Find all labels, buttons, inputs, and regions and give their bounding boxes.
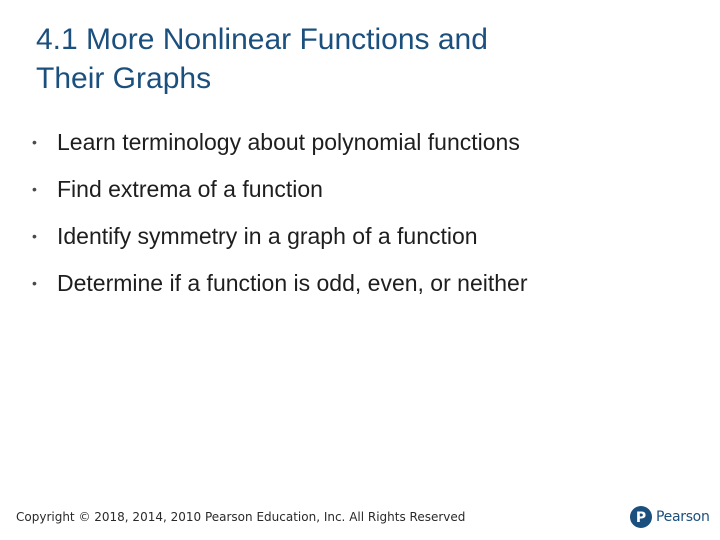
copyright-notice: Copyright © 2018, 2014, 2010 Pearson Education, Inc. All Rights Reserved [16, 510, 466, 524]
bullet-text: Find extrema of a function [57, 176, 323, 202]
slide-title [36, 20, 676, 98]
bullet-icon: • [32, 134, 37, 150]
brand-name: Pearson [656, 509, 710, 525]
pearson-logo-icon [630, 506, 652, 528]
bullet-icon: • [32, 181, 37, 197]
bullet-icon: • [32, 228, 37, 244]
bullet-text: Determine if a function is odd, even, or neither [57, 270, 528, 296]
bullet-icon: • [32, 275, 37, 291]
list-item [32, 173, 527, 220]
slide-title-line-2: Their Graphs [36, 62, 212, 95]
pearson-logo [630, 506, 710, 528]
objectives-list [32, 126, 527, 314]
list-item [32, 126, 527, 173]
bullet-text: Learn terminology about polynomial functions [57, 129, 520, 155]
slide-title-line-1: 4.1 More Nonlinear Functions and [36, 23, 488, 56]
bullet-text: Identify symmetry in a graph of a function [57, 223, 478, 249]
list-item [32, 267, 527, 314]
pearson-logo-letter: P [635, 510, 647, 526]
list-item [32, 220, 527, 267]
